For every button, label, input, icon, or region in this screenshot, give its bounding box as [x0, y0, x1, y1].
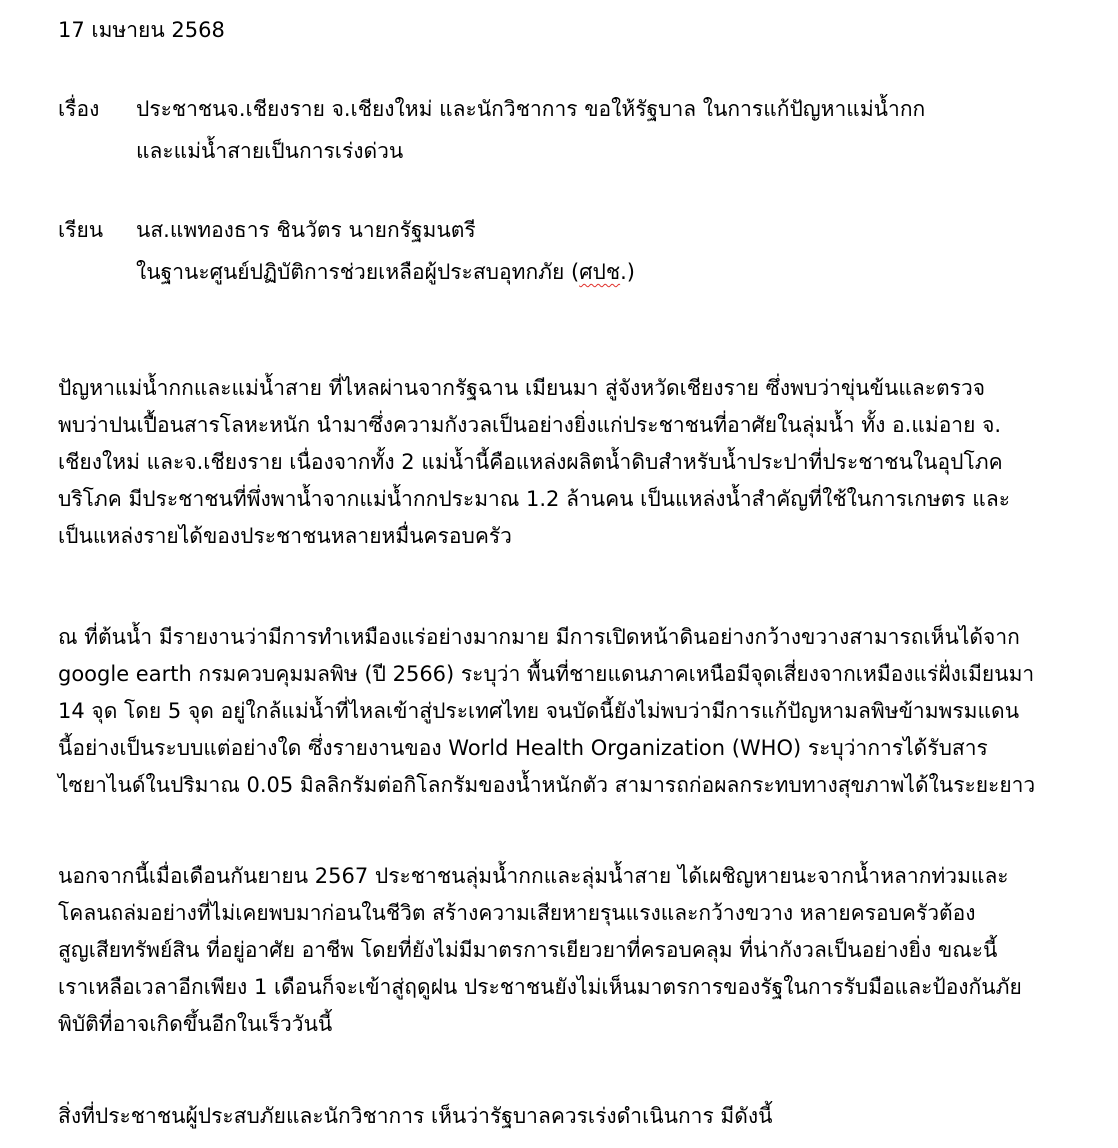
body-paragraph-3: [58, 862, 1098, 1047]
recipient-label: เรียน: [58, 218, 104, 242]
paragraph-line: สูญเสียทรัพย์สิน ที่อยู่อาศัย อาชีพ โดยที่ยังไม่มีมาตรการเยียวยาที่ครอบคลุม ที่น่ากังวลเป็นอย่างยิ่ง ขณะนี้: [58, 938, 998, 962]
subject-line: และแม่น้ำสายเป็นการเร่งด่วน: [136, 139, 404, 163]
recipient-name: นส.แพทองธาร ชินวัตร นายกรัฐมนตรี: [136, 218, 476, 242]
paragraph-line: เชียงใหม่ และจ.เชียงราย เนื่องจากทั้ง 2 แม่น้ำนี้คือแหล่งผลิตน้ำดิบสำหรับน้ำประปาที่ประชาชนในอุปโภค: [58, 450, 1003, 474]
paragraph-line: เราเหลือเวลาอีกเพียง 1 เดือนก็จะเข้าสู่ฤดูฝน ประชาชนยังไม่เห็นมาตรการของรัฐในการรับมือและป้องกันภัย: [58, 975, 1022, 999]
paragraph-line: ปัญหาแม่น้ำกกและแม่น้ำสาย ที่ไหลผ่านจากรัฐฉาน เมียนมา สู่จังหวัดเชียงราย ซึ่งพบว่าขุ่นข้นและตรวจ: [58, 376, 986, 400]
body-paragraph-1: [58, 374, 1098, 559]
paragraph-line: นอกจากนี้เมื่อเดือนกันยายน 2567 ประชาชนลุ่มน้ำกกและลุ่มน้ำสาย ได้เผชิญหายนะจากน้ำหลากท่วมและ: [58, 864, 1009, 888]
paragraph-line: โคลนถล่มอย่างที่ไม่เคยพบมาก่อนในชีวิต สร้างความเสียหายรุนแรงและกว้างขวาง หลายครอบครัวต้อง: [58, 901, 976, 925]
spellcheck-flagged-word: ศปช: [579, 260, 621, 284]
paragraph-line: นี้อย่างเป็นระบบแต่อย่างใด ซึ่งรายงานของ World Health Organization (WHO) ระบุว่าการได้รับสาร: [58, 736, 988, 760]
letter-date: 17 เมษายน 2568: [58, 18, 225, 42]
paragraph-line: บริโภค มีประชาชนที่พึ่งพาน้ำจากแม่น้ำกกประมาณ 1.2 ล้านคน เป็นแหล่งน้ำสำคัญที่ใช้ในการเกษตร และ: [58, 487, 1010, 511]
paragraph-line: เป็นแหล่งรายได้ของประชาชนหลายหมื่นครอบครัว: [58, 524, 512, 548]
paragraph-line: ไซยาไนด์ในปริมาณ 0.05 มิลลิกรัมต่อกิโลกรัมของน้ำหนักตัว สามารถก่อผลกระทบทางสุขภาพได้ในระยะยาว: [58, 773, 1036, 797]
recipient-role: [136, 258, 635, 286]
paragraph-line: พิบัติที่อาจเกิดขึ้นอีกในเร็ววันนี้: [58, 1012, 333, 1036]
recipient-role-prefix: ในฐานะศูนย์ปฏิบัติการช่วยเหลือผู้ประสบอุทกภัย (: [136, 260, 580, 284]
paragraph-line: 14 จุด โดย 5 จุด อยู่ใกล้แม่น้ำที่ไหลเข้าสู่ประเทศไทย จนบัดนี้ยังไม่พบว่ามีการแก้ปัญหามลพิษข้ามพรมแดน: [58, 699, 1020, 723]
paragraph-line: สิ่งที่ประชาชนผู้ประสบภัยและนักวิชาการ เห็นว่ารัฐบาลควรเร่งดำเนินการ มีดังนี้: [58, 1104, 773, 1128]
subject-label: เรื่อง: [58, 97, 100, 121]
recipient-role-suffix: .): [620, 260, 635, 284]
paragraph-line: google earth กรมควบคุมมลพิษ (ปี 2566) ระบุว่า พื้นที่ชายแดนภาคเหนือมีจุดเสี่ยงจากเหมืองแร่ฝั่งเมียนมา: [58, 662, 1035, 686]
body-paragraph-2: [58, 623, 1098, 808]
paragraph-line: พบว่าปนเปื้อนสารโลหะหนัก นำมาซึ่งความกังวลเป็นอย่างยิ่งแก่ประชาชนที่อาศัยในลุ่มน้ำ ทั้ง อ.แม่อาย จ.: [58, 413, 1002, 437]
subject-line: ประชาชนจ.เชียงราย จ.เชียงใหม่ และนักวิชาการ ขอให้รัฐบาล ในการแก้ปัญหาแม่น้ำกก: [136, 97, 926, 121]
paragraph-line: ณ ที่ต้นน้ำ มีรายงานว่ามีการทำเหมืองแร่อย่างมากมาย มีการเปิดหน้าดินอย่างกว้างขวางสามารถเห็นได้จาก: [58, 625, 1020, 649]
body-paragraph-4: [58, 1102, 1098, 1139]
